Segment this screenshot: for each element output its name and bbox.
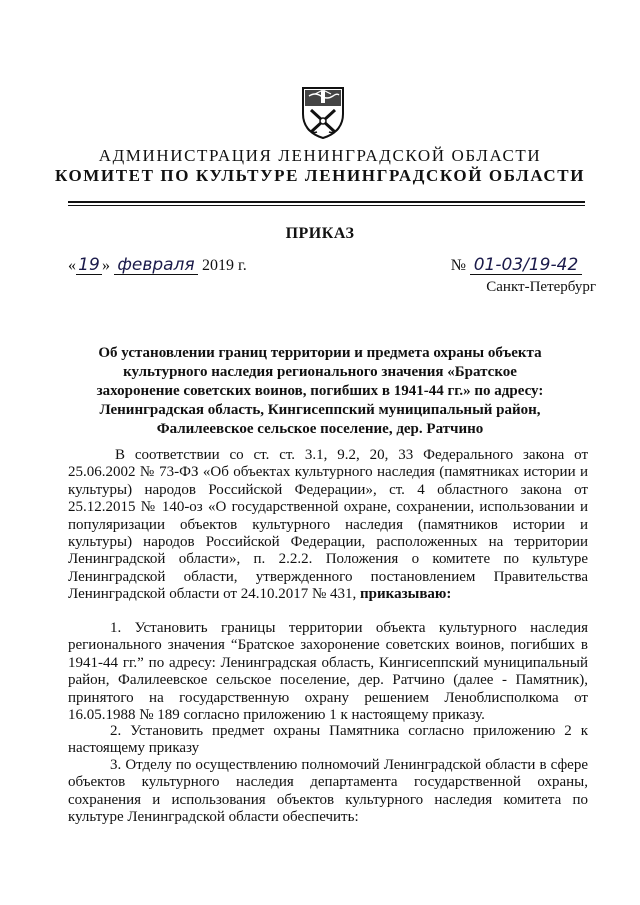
date-year: 2019 г. [202, 257, 247, 274]
order-item-3: 3. Отделу по осуществлению полномочий Ленинградской области в сфере объектов культурного наследия департамента государственной охраны, сохранения и использования объектов культурного наследия комитета по культуре Ленинградской области обеспечить: [68, 757, 588, 826]
preamble-paragraph [68, 447, 588, 604]
order-word: приказываю: [360, 586, 452, 603]
committee-name: КОМИТЕТ ПО КУЛЬТУРЕ ЛЕНИНГРАДСКОЙ ОБЛАСТИ [54, 166, 586, 185]
organization-name: АДМИНИСТРАЦИЯ ЛЕНИНГРАДСКОЙ ОБЛАСТИ [98, 146, 542, 165]
document-city: Санкт-Петербург [486, 279, 596, 295]
leningrad-oblast-coat-of-arms-icon [299, 84, 347, 140]
document-number [451, 256, 582, 275]
header-rule-thick [68, 201, 585, 203]
number-value-handwritten: 01-03/19-42 [470, 256, 582, 275]
preamble-text: В соответствии со ст. ст. 3.1, 9.2, 20, 33 Федерального закона от 25.06.2002 № 73-ФЗ «Об объектах культурного наследия (памятниках истории и культуры) народов Российской Федерации», ст. 4 областного закона от 25.12.2015 № 140-оз «О государственной охране, сохранении, использовании и популяризации объектов культурного наследия (памятников истории и культуры) народов Российской Федерации, расположенных на территории Ленинградской области», п. 2.2.2. Положения о комитете по культуре Ленинградской области, утвержденного постановлением Правительства Ленинградской области от 24.10.2017 № 431, [68, 447, 588, 603]
date-month-handwritten: февраля [114, 256, 198, 275]
date-open-quote: « [68, 257, 76, 274]
order-item-1: 1. Установить границы территории объекта культурного наследия регионального значения “Братское захоронение советских воинов, погибших в 1941-44 гг.” по адресу: Ленинградская область, Кингисеппский муниципальный район, Фалилеевское сельское поселение, дер. Ратчино (далее - Памятник), принятого на государственную охрану решением Леноблисполкома от 16.05.1988 № 189 согласно приложению 1 к настоящему приказу. [68, 620, 588, 724]
document-type-title: ПРИКАЗ [285, 225, 355, 242]
order-item-2: 2. Установить предмет охраны Памятника согласно приложению 2 к настоящему приказу [68, 723, 588, 757]
header-rule-thin [68, 205, 585, 206]
date-close-quote: » [102, 257, 110, 274]
document-date [68, 256, 247, 275]
date-day-handwritten: 19 [76, 256, 102, 275]
document-subject: Об установлении границ территории и предмета охраны объекта культурного наследия регионального значения «Братское захоронение советских воинов, погибших в 1941-44 гг.» по адресу: Ленинградская область, Кингисеппский муниципальный район, Фалилеевское сельское поселение, дер. Ратчино [96, 345, 544, 437]
number-prefix: № [450, 257, 466, 274]
